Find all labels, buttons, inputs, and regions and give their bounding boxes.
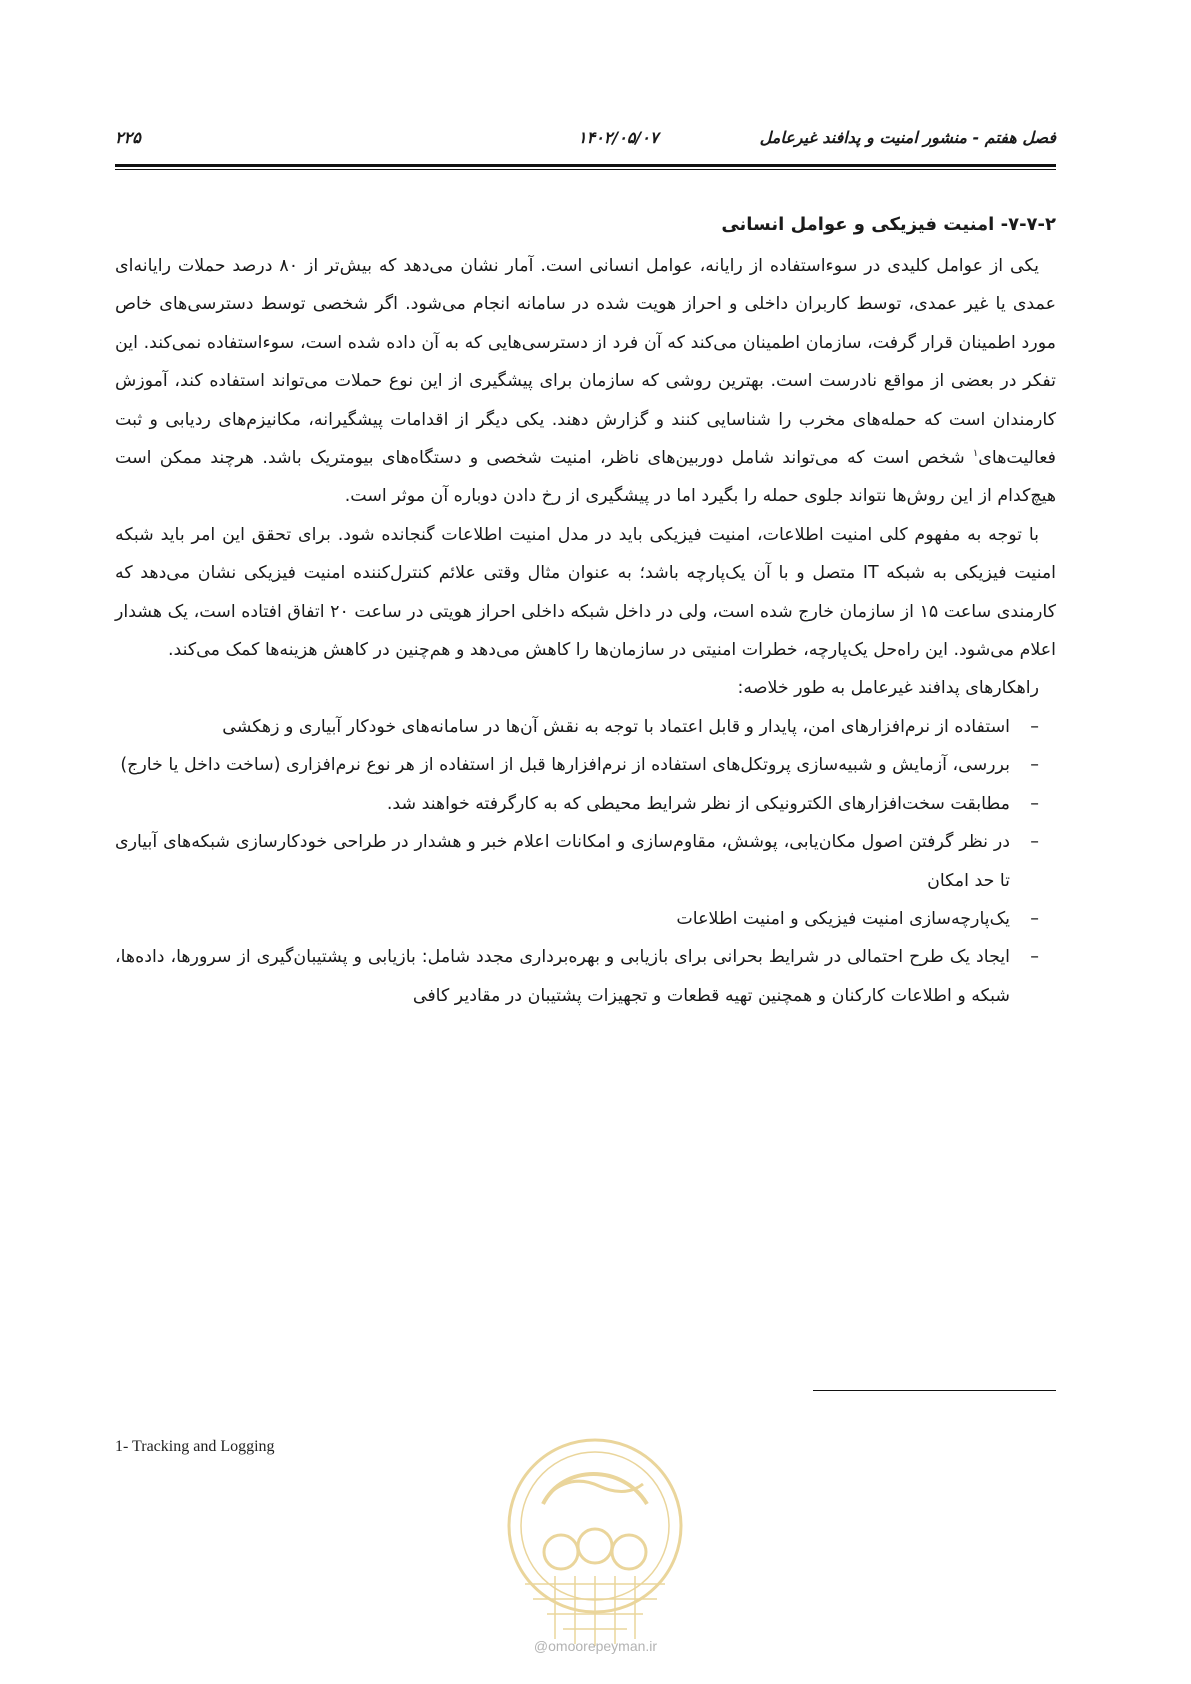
- bullet-dash: –: [1030, 755, 1039, 776]
- solutions-list: [115, 708, 1056, 1015]
- footnote-reference[interactable]: ۱: [972, 448, 979, 460]
- paragraph-text: یکی از عوامل کلیدی در سوءاستفاده از رایانه، عوامل انسانی است. آمار نشان می‌دهد که بیش‌تر از ۸۰ درصد حملات رایانه‌ای عمدی یا غیر عمدی، توسط کاربران داخلی و احراز هویت شده در سامانه انجام می‌شود. اگر شخصی توسط دسترسی‌های خاص مورد اطمینان قرار گرفت، سازمان اطمینان می‌کند که آن فرد از دسترسی‌هایی که به آن داده شده است، سوءاستفاده نمی‌کند. این تفکر در بعضی از مواقع نادرست است. بهترین روشی که سازمان برای پیشگیری از این نوع حملات می‌تواند استفاده کند، آموزش کارمندان است که حمله‌های مخرب را شناسایی کنند و گزارش دهند. یکی دیگر از اقدامات پیشگیرانه، مکانیزم‌های ردیابی و ثبت فعالیت‌های: [115, 256, 1056, 469]
- section-title: ۷-۷-۲- امنیت فیزیکی و عوامل انسانی: [721, 214, 1056, 235]
- list-item-text: یک‌پارچه‌سازی امنیت فیزیکی و امنیت اطلاعات: [676, 908, 1010, 929]
- paragraph-physical-security: با توجه به مفهوم کلی امنیت اطلاعات، امنیت فیزیکی باید در مدل امنیت اطلاعات گنجانده شود. برای تحقق این امر باید شبکه امنیت فیزیکی به شبکه IT متصل و با آن یک‌پارچه باشد؛ به عنوان مثال وقتی علائم کنترل‌کننده امنیت فیزیکی نشان می‌دهد که کارمندی ساعت ۱۵ از سازمان خارج شده است، ولی در داخل شبکه داخلی احراز هویتی در ساعت ۲۰ اتفاق افتاده است، یک هشدار اعلام می‌شود. این راه‌حل یک‌پارچه، خطرات امنیتی در سازمان‌ها را کاهش می‌دهد و هم‌چنین در کاهش هزینه‌ها کمک می‌کند.: [115, 524, 1056, 661]
- watermark-url[interactable]: @omoorepeyman.ir: [533, 1638, 658, 1654]
- list-item: [115, 785, 1056, 823]
- footnote: 1- Tracking and Logging: [115, 1438, 275, 1455]
- list-item-text: بررسی، آزمایش و شبیه‌سازی پروتکل‌های استفاده از نرم‌افزارها قبل از استفاده از هر نوع نرم‌افزاری (ساخت داخل یا خارج): [120, 755, 1010, 776]
- page-number: ۲۲۵: [115, 128, 141, 147]
- bullet-dash: –: [1030, 716, 1039, 737]
- list-item-text: ایجاد یک طرح احتمالی در شرایط بحرانی برای بازیابی و بهره‌برداری مجدد شامل: بازیابی و پشتیبان‌گیری از سرورها، داده‌ها، شبکه و اطلاعات کارکنان و همچنین تهیه قطعات و تجهیزات پشتیبان در مقادیر کافی: [115, 947, 1010, 1006]
- chapter-title: فصل هفتم - منشور امنیت و پدافند غیرعامل: [759, 128, 1056, 147]
- header-date: ۱۴۰۲/۰۵/۰۷: [578, 128, 659, 147]
- list-item: [115, 823, 1056, 900]
- header-rule-thick: [115, 164, 1056, 167]
- bullet-dash: –: [1030, 908, 1039, 929]
- list-item-text: استفاده از نرم‌افزارهای امن، پایدار و قابل اعتماد با توجه به نقش آن‌ها در سامانه‌های خودکار آبیاری و زهکشی: [222, 716, 1010, 737]
- list-item: [115, 900, 1056, 938]
- list-item: [115, 708, 1056, 746]
- page-header: [115, 128, 1056, 152]
- list-item: [115, 938, 1056, 1015]
- page-body: [115, 208, 1056, 1015]
- footnote-separator: [813, 1390, 1056, 1391]
- list-item: [115, 746, 1056, 784]
- bullet-dash: –: [1030, 947, 1039, 968]
- paragraph-text: شخص است که می‌تواند شامل دوربین‌های ناظر، امنیت شخصی و دستگاه‌های بیومتریک باشد. هرچند ممکن است هیچ‌کدام از این روش‌ها نتواند جلوی حمله را بگیرد اما در پیشگیری از رخ دادن دوباره آن موثر است.: [115, 448, 1056, 507]
- bullet-dash: –: [1030, 793, 1039, 814]
- paragraph-human-factors: [115, 247, 1056, 516]
- list-item-text: در نظر گرفتن اصول مکان‌یابی، پوشش، مقاوم‌سازی و امکانات اعلام خبر و هشدار در طراحی خودکارسازی شبکه‌های آبیاری تا حد امکان: [115, 832, 1010, 891]
- header-rule-thin: [115, 169, 1056, 170]
- watermark-logo-icon: [503, 1434, 687, 1672]
- solutions-intro: راهکارهای پدافند غیرعامل به طور خلاصه:: [737, 678, 1039, 699]
- list-item-text: مطابقت سخت‌افزارهای الکترونیکی از نظر شرایط محیطی که به کارگرفته خواهند شد.: [386, 793, 1010, 814]
- bullet-dash: –: [1030, 832, 1039, 853]
